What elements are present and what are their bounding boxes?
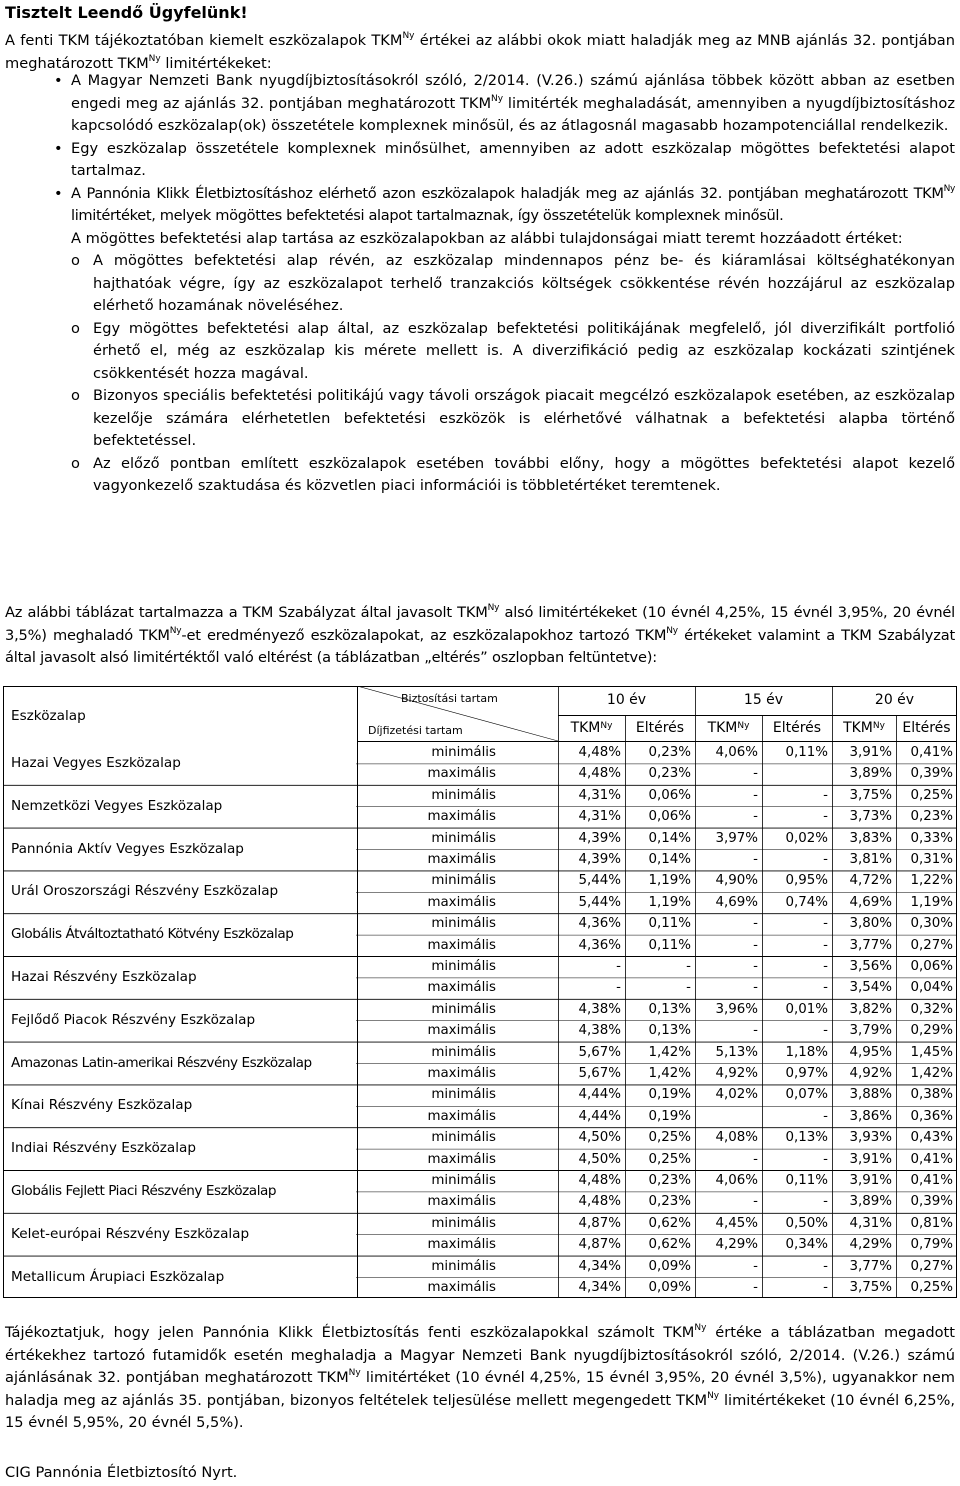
cell-tkm-value: - [753,1258,758,1274]
superscript: Ny [491,93,504,104]
cell-diff-value: 1,22% [910,873,953,889]
cell-diff-value: 1,19% [910,894,953,910]
cell-tkm-value: 4,06% [715,1173,758,1188]
cell-diff-value: - [823,852,828,867]
sub-item-text: Bizonyos speciális befektetési politikájú vagy távoli országok piacait megcélzó eszközalapok esetében, az eszközalap kezelője számára elérhetetlen befektetési eszközök is elérhetővé válhatnak a befektetési alapba történő befektetéssel. [93,387,955,449]
cell-tkm-value: 4,34% [578,1280,621,1295]
cell-tkm-value: 4,48% [578,745,621,760]
cell-diff-value: 0,25% [648,1130,691,1146]
cell-diff-value: 0,74% [785,894,828,910]
cell-diff-value: 0,62% [648,1237,691,1253]
header-diff: Eltérés [635,720,685,736]
header-tkm [558,720,625,736]
cell-diff-value: 0,62% [648,1215,691,1231]
cell-diff-value: - [823,959,828,974]
cell-tkm-value: 4,38% [578,1001,621,1017]
fund-name: Globális Fejlett Piaci Részvény Eszközalap [11,1183,277,1199]
cell-diff-value: 0,13% [648,1001,691,1017]
cell-diff-value: 0,06% [648,809,691,825]
table-intro-text: alsó limitértékeket (10 évnél 4,25%, 15 évnél 3,95%, 20 évnél 3,5%) meghaladó TKM [5,604,955,644]
closing-paragraph [5,1322,955,1435]
cell-tkm-value: - [753,809,758,825]
cell-diff-value: 0,81% [910,1215,953,1231]
row-range-label: maximális [427,1066,496,1081]
bullet-icon: • [54,72,63,89]
superscript: Ny [148,53,161,64]
fund-name: Kínai Részvény Eszközalap [11,1097,193,1114]
cell-diff-value: 0,27% [910,1258,953,1274]
cell-tkm-value: 4,50% [578,1151,621,1167]
signature: CIG Pannónia Életbiztosító Nyrt. [5,1464,238,1481]
page-title: Tisztelt Leendő Ügyfelünk! [5,3,248,22]
cell-diff-value: 0,41% [910,745,953,760]
cell-diff-value: 0,06% [648,787,691,803]
tkm-label: TKM [843,720,873,736]
cell-tkm-value: 4,31% [849,1215,892,1231]
fund-name: Nemzetközi Vegyes Eszközalap [11,797,223,814]
cell-diff-value: 0,23% [910,809,953,825]
cell-tkm-value: 4,50% [578,1130,621,1146]
cell-diff-value: 0,25% [910,1280,953,1295]
cell-tkm-value: 5,67% [578,1066,621,1081]
cell-diff-value: - [823,980,828,996]
cell-diff-value: 1,45% [910,1044,953,1060]
row-range-label: minimális [431,916,496,932]
cell-diff-value: 0,23% [648,766,691,782]
cell-tkm-value: - [753,1194,758,1210]
cell-diff-value: 0,11% [785,1173,828,1188]
cell-tkm-value: 5,44% [578,894,621,910]
cell-tkm-value: 4,02% [715,1087,758,1103]
cell-tkm-value: 4,39% [578,852,621,867]
cell-tkm-value: 3,89% [849,766,892,782]
cell-diff-value: 0,19% [648,1108,691,1124]
cell-tkm-value: - [753,852,758,867]
superscript: Ny [707,1390,720,1401]
cell-tkm-value: 3,96% [715,1001,758,1017]
fund-name: Fejlődő Piacok Részvény Eszközalap [11,1011,256,1028]
cell-tkm-value: 4,06% [715,745,758,760]
cell-tkm-value: - [616,959,621,974]
cell-diff-value: 0,01% [785,1001,828,1017]
sub-item [5,250,955,318]
fund-name: Urál Oroszországi Részvény Eszközalap [11,883,279,900]
header-period: 20 év [874,692,915,708]
cell-tkm-value: - [616,980,621,996]
sub-item-text: Egy mögöttes befektetési alap által, az eszközalap befektetési politikájának megfelelő, jól diverzifikált portfolió érhető el, még az eszközalap kis mérete mellett is. A diverzifikáció pedig az eszközalap kockázati szintjének csökkentését hozza magával. [93,319,955,382]
cell-diff-value: 0,27% [910,937,953,953]
row-range-label: maximális [427,1280,496,1295]
row-range-label: minimális [431,1258,496,1274]
cell-diff-value: 1,18% [785,1044,828,1060]
closing-text: limitértéket (10 évnél 4,25%, 15 évnél 3,95%, 20 évnél 3,5%), ugyanakkor nem haladja meg az ajánlás 35. pontjában, bizonyos feltételek teljesülése mellett megengedett TKM [5,1369,955,1409]
row-range-label: maximális [427,1023,496,1039]
cell-diff-value: 0,25% [910,787,953,803]
cell-tkm-value: - [753,959,758,974]
superscript: Ny [487,603,500,613]
cell-diff-value: - [823,937,828,953]
cell-tkm-value: 4,39% [578,830,621,846]
cell-diff-value: 0,23% [648,1194,691,1210]
cell-tkm-value: 4,69% [849,894,892,910]
cell-tkm-value: 3,77% [849,1258,892,1274]
tkm-label: TKM [707,720,738,736]
row-range-label: maximális [427,1237,496,1253]
cell-diff-value: 0,13% [785,1130,828,1146]
cell-diff-value: 0,23% [648,745,691,760]
cell-tkm-value: 4,95% [849,1044,892,1060]
cell-tkm-value: 4,87% [578,1237,621,1253]
fund-name: Hazai Részvény Eszközalap [11,969,197,985]
cell-tkm-value: 4,36% [578,937,621,953]
header-period: 10 év [606,692,647,708]
intro-text-c: limitértékeket: [160,54,272,72]
cell-diff-value: 0,41% [910,1151,953,1167]
cell-tkm-value: - [753,1280,758,1295]
header-fund: Eszközalap [11,708,86,724]
closing-text: limitértékeket (10 évnél 6,25%, 15 évnél 5,95%, 20 évnél 5,5%). [5,1391,955,1431]
added-value-paragraph: A mögöttes befektetési alap tartása az eszközalapokban az alábbi tulajdonságai miatt teremt hozzáadott értéket: [71,229,903,247]
cell-diff-value: 0,34% [785,1237,828,1253]
cell-diff-value: 0,41% [910,1173,953,1188]
superscript: Ny [169,625,182,636]
row-range-label: minimális [431,1130,496,1146]
cell-diff-value: - [686,980,691,996]
cell-diff-value: - [823,1023,828,1039]
table-intro-paragraph [5,602,955,670]
cell-tkm-value: 4,31% [578,787,621,803]
cell-tkm-value: 4,87% [578,1215,621,1231]
cell-diff-value: 0,38% [910,1087,953,1103]
sub-item [5,385,955,453]
cell-diff-value: 0,25% [648,1151,691,1167]
row-range-label: minimális [431,1215,496,1231]
bullet-text: A Magyar Nemzeti Bank nyugdíjbiztosításokról szóló, 2/2014. (V.26.) számú ajánlása többek között abban az esetben engedi meg az ajánlás 32. pontjában meghatározott TKM [71,72,955,112]
cell-tkm-value: 3,73% [849,809,892,825]
fund-name: Globális Átváltoztatható Kötvény Eszközalap [11,926,294,943]
cell-tkm-value: 4,34% [578,1258,621,1274]
header-payment-term: Díjfizetési tartam [368,724,463,737]
circle-bullet-icon: o [71,252,80,269]
cell-tkm-value: 3,93% [849,1130,892,1146]
fund-name: Kelet-európai Részvény Eszközalap [11,1225,250,1242]
header-tkm [695,720,762,736]
sub-item-text: Az előző pontban említett eszközalapok esetében további előny, hogy a mögöttes befektetési alapot kezelő vagyonkezelő szaktudása és közvetlen piaci információi is többletértéket teremtenek. [93,454,955,494]
row-range-label: maximális [427,894,496,910]
bullet-text: limitértéket, melyek mögöttes befektetési alapot tartalmaznak, így összetételük komplexnek minősül. [71,207,784,224]
cell-tkm-value: - [753,787,758,803]
cell-tkm-value: 3,75% [849,1280,892,1295]
bullet-text: limitérték meghaladását, amennyiben a nyugdíjbiztosításhoz kapcsolódó eszközalap(ok) összetétele komplexnek minősül, és az átlagosnál magasabb hozampotenciállal rendelkezik. [71,94,955,134]
cell-diff-value: 0,50% [785,1215,828,1231]
row-range-label: maximális [427,937,496,953]
tkm-table [3,686,957,1298]
bullet-item [5,70,955,138]
cell-diff-value: 0,23% [648,1173,691,1188]
superscript: Ny [348,1368,361,1378]
superscript: Ny [737,721,750,731]
cell-diff-value: 0,36% [910,1108,953,1124]
cell-tkm-value: 3,83% [849,830,892,846]
cell-tkm-value: 4,36% [578,916,621,932]
cell-tkm-value: - [753,916,758,932]
cell-tkm-value: 3,91% [849,745,892,760]
sub-item-text: A mögöttes befektetési alap révén, az eszközalap mindennapos pénz be- és kiáramlásai költséghatékonyan hajthatóak végre, így az eszközalapot terhelő tranzakciós költségek csökkentése révén hozzájárul az eszközalap elérhető hozamának növeléséhez. [93,252,955,314]
circle-bullet-icon: o [71,319,80,337]
row-range-label: minimális [431,1001,496,1017]
cell-diff-value: - [823,1258,828,1274]
cell-tkm-value: 4,92% [849,1066,892,1081]
bullet-text: A Pannónia Klikk Életbiztosításhoz elérhető azon eszközalapok haladják meg az ajánlás 32. pontjában meghatározott TKM [71,184,944,202]
cell-tkm-value: 4,92% [715,1066,758,1081]
cell-diff-value: 0,14% [648,852,691,867]
cell-tkm-value: 4,44% [578,1087,621,1103]
cell-tkm-value: 4,08% [715,1130,758,1146]
cell-tkm-value: 5,44% [578,873,621,889]
cell-diff-value: 0,14% [648,830,691,846]
cell-diff-value: 0,11% [648,916,691,932]
header-period: 15 év [743,692,784,708]
row-range-label: maximális [427,766,496,782]
cell-tkm-value: 3,79% [849,1023,892,1039]
cell-tkm-value: 3,80% [849,916,892,932]
header-diff: Eltérés [902,720,951,736]
cell-diff-value: 0,30% [910,916,953,932]
intro-paragraph [5,30,955,75]
row-range-label: minimális [431,830,496,846]
header-insurance-term: Biztosítási tartam [401,692,498,705]
cell-diff-value: 0,29% [910,1023,953,1039]
cell-diff-value: 1,42% [648,1044,691,1060]
row-range-label: maximális [427,809,496,825]
cell-diff-value: 1,19% [648,873,691,889]
cell-diff-value: 1,42% [648,1066,691,1081]
row-range-label: minimális [431,873,496,889]
cell-tkm-value: 4,69% [715,894,758,910]
bullet-text: Egy eszközalap összetétele komplexnek minősülhet, amennyiben az adott eszközalap mögöttes befektetési alapot tartalmaz. [71,139,955,179]
cell-tkm-value: 3,86% [849,1108,892,1124]
cell-diff-value: - [823,809,828,825]
intro-text-b: értékei az alábbi okok miatt haladják meg az MNB ajánlás 32. pontjában meghatározott TKM [5,32,955,72]
bullet-icon: • [54,184,63,202]
cell-tkm-value: 4,72% [849,873,892,889]
cell-diff-value: - [823,1194,828,1210]
intro-text-a: A fenti TKM tájékoztatóban kiemelt eszközalapok TKM [5,32,403,49]
header-diff: Eltérés [772,720,822,736]
sub-item [5,453,955,498]
cell-diff-value: 0,79% [910,1237,953,1253]
table-intro-text: Az alábbi táblázat tartalmazza a TKM Szabályzat által javasolt TKM [5,604,488,621]
circle-bullet-icon: o [71,387,80,404]
superscript: Ny [943,183,955,194]
cell-tkm-value: 4,90% [715,873,758,889]
cell-diff-value: - [686,959,691,974]
row-range-label: minimális [431,1173,496,1188]
superscript: Ny [402,31,415,41]
cell-diff-value: 0,07% [785,1087,828,1103]
cell-tkm-value: 3,77% [849,937,892,953]
cell-diff-value: 0,09% [648,1280,691,1295]
closing-text: Tájékoztatjuk, hogy jelen Pannónia Klikk Életbiztosítás fenti eszközalapokkal számolt TKM [5,1324,695,1341]
cell-diff-value: 0,11% [648,937,691,953]
superscript: Ny [694,1323,707,1333]
table-intro-text: -et eredményező eszközalapokat, az eszközalapokhoz tartozó TKM [181,626,667,644]
row-range-label: maximális [427,1108,496,1124]
cell-tkm-value: 4,31% [578,809,621,825]
cell-tkm-value: 4,29% [715,1237,758,1253]
row-range-label: minimális [431,1044,496,1060]
cell-tkm-value: 4,38% [578,1023,621,1039]
bullet-list [5,70,955,498]
cell-diff-value: 0,95% [785,873,828,889]
bullet-item [5,138,955,183]
cell-diff-value: 0,06% [910,959,953,974]
cell-tkm-value: 3,82% [849,1001,892,1017]
cell-diff-value: 1,42% [910,1066,953,1081]
cell-tkm-value: 4,45% [715,1215,758,1231]
cell-tkm-value: 3,54% [849,980,892,996]
row-range-label: maximális [427,1194,496,1210]
row-range-label: minimális [431,787,496,803]
circle-bullet-icon: o [71,454,80,472]
cell-tkm-value: 3,91% [849,1173,892,1188]
cell-tkm-value: - [753,766,758,782]
cell-diff-value: 0,33% [910,830,953,846]
cell-tkm-value: 4,29% [849,1237,892,1253]
cell-tkm-value: 5,67% [578,1044,621,1060]
cell-tkm-value: 4,48% [578,1194,621,1210]
tkm-label: TKM [570,720,601,736]
cell-tkm-value: 4,48% [578,1173,621,1188]
fund-name: Amazonas Latin-amerikai Részvény Eszközalap [11,1054,312,1071]
cell-tkm-value: - [753,980,758,996]
cell-tkm-value: 3,88% [849,1087,892,1103]
cell-diff-value: 0,31% [910,852,953,867]
fund-name: Hazai Vegyes Eszközalap [11,755,181,771]
cell-tkm-value: 3,81% [849,852,892,867]
row-range-label: maximális [427,852,496,867]
cell-diff-value: 0,39% [910,1194,953,1210]
superscript: Ny [600,721,613,731]
cell-diff-value: 0,43% [910,1130,953,1146]
cell-tkm-value: - [753,937,758,953]
cell-tkm-value: - [753,1151,758,1167]
cell-diff-value: 0,19% [648,1087,691,1103]
row-range-label: maximális [427,980,496,996]
row-range-label: maximális [427,1151,496,1167]
cell-diff-value: - [823,1280,828,1295]
cell-tkm-value: 3,91% [849,1151,892,1167]
cell-diff-value: - [823,1108,828,1124]
cell-tkm-value: 3,75% [849,787,892,803]
table-intro-text: értékeket valamint a TKM Szabályzat által javasolt alsó limitértéktől való eltérést (a táblázatban „eltérés” oszlopban feltüntetve): [5,626,955,666]
superscript: Ny [666,625,678,636]
row-range-label: minimális [431,959,496,974]
cell-diff-value: 0,02% [785,830,828,846]
cell-diff-value: 0,39% [910,766,953,782]
cell-diff-value: 1,19% [648,894,691,910]
cell-diff-value: 0,04% [910,980,953,996]
sub-item [5,318,955,386]
cell-diff-value: 0,09% [648,1258,691,1274]
cell-tkm-value: 3,89% [849,1194,892,1210]
closing-text: értéke a táblázatban megadott értékekhez tartozó futamidők esetén meghaladja a Magyar Nemzeti Bank nyugdíjbiztosításokról szóló, 2/2014. (V.26.) számú ajánlásának 32. pontjában meghatározott TKM [5,1324,955,1386]
cell-diff-value: - [823,1151,828,1167]
cell-diff-value: 0,97% [785,1066,828,1081]
row-range-label: minimális [431,745,496,760]
cell-diff-value: 0,13% [648,1023,691,1039]
cell-diff-value: 0,32% [910,1001,953,1017]
cell-tkm-value: 4,48% [578,766,621,782]
row-range-label: minimális [431,1087,496,1103]
cell-diff-value: - [823,787,828,803]
cell-tkm-value: 4,44% [578,1108,621,1124]
cell-tkm-value: 3,56% [849,959,892,974]
fund-name: Metallicum Árupiaci Eszközalap [11,1268,225,1285]
cell-diff-value: - [823,916,828,932]
cell-tkm-value: 3,97% [715,830,758,846]
fund-name: Indiai Részvény Eszközalap [11,1140,196,1157]
bullet-item [5,183,955,228]
cell-tkm-value: 5,13% [715,1044,758,1060]
bullet-icon: • [54,139,63,157]
fund-name: Pannónia Aktív Vegyes Eszközalap [11,840,244,857]
cell-tkm-value: - [753,1023,758,1039]
header-tkm [832,720,896,736]
superscript: Ny [872,721,885,731]
cell-diff-value: 0,11% [785,745,828,760]
